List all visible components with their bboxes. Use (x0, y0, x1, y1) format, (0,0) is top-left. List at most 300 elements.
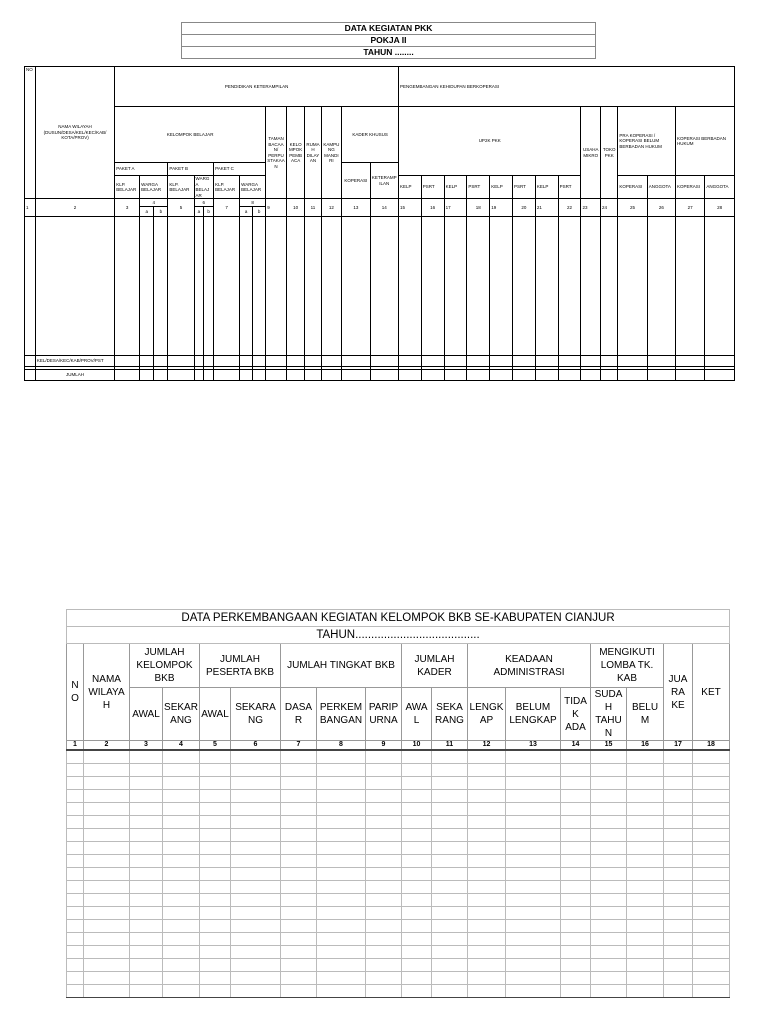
paket-b-header: PAKET B (168, 163, 214, 176)
empty-cell (231, 985, 281, 998)
empty-cell (84, 933, 130, 946)
empty-cell (402, 803, 432, 816)
empty-cell (231, 750, 281, 764)
empty-cell (140, 217, 154, 356)
empty-cell (84, 829, 130, 842)
empty-cell (305, 356, 321, 367)
empty-cell (366, 764, 402, 777)
empty-cell (558, 217, 581, 356)
empty-cell (286, 217, 304, 356)
empty-cell (506, 790, 561, 803)
row-label-kel: KEL/DESA/KEC/KAB/PROV/PST (35, 356, 114, 367)
empty-cell (705, 356, 735, 367)
empty-cell (506, 803, 561, 816)
empty-cell (67, 946, 84, 959)
empty-cell (432, 803, 468, 816)
empty-cell (664, 985, 693, 998)
empty-cell (200, 946, 231, 959)
empty-cell (342, 217, 370, 356)
empty-cell (506, 764, 561, 777)
paket-c-header: PAKET C (214, 163, 266, 176)
empty-cell (693, 790, 730, 803)
table-row (67, 803, 730, 816)
column-number: 10 (402, 741, 432, 751)
dasar-header: DASAR (281, 688, 317, 741)
awal-header: AWAL (200, 688, 231, 741)
empty-cell (163, 868, 200, 881)
num-10: 10 (286, 199, 304, 217)
empty-cell (130, 790, 163, 803)
empty-cell (25, 217, 36, 356)
empty-cell (591, 907, 627, 920)
column-number: 2 (84, 741, 130, 751)
empty-cell (84, 855, 130, 868)
empty-cell (84, 920, 130, 933)
empty-cell (693, 920, 730, 933)
empty-cell (366, 790, 402, 803)
empty-cell (591, 868, 627, 881)
sekarang-header: SEKARANG (163, 688, 200, 741)
empty-cell (561, 803, 591, 816)
empty-cell (67, 972, 84, 985)
empty-cell (591, 816, 627, 829)
empty-cell (130, 816, 163, 829)
empty-cell (561, 985, 591, 998)
utama-psrt: PSRT (513, 176, 536, 199)
empty-cell (693, 907, 730, 920)
mengikuti-lomba-header: MENGIKUTI LOMBA TK. KAB (591, 644, 664, 688)
empty-cell (468, 842, 506, 855)
empty-cell (591, 894, 627, 907)
empty-cell (281, 777, 317, 790)
empty-cell (84, 790, 130, 803)
empty-cell (130, 842, 163, 855)
empty-cell (506, 829, 561, 842)
empty-cell (67, 894, 84, 907)
empty-cell (168, 217, 194, 356)
empty-cell (601, 356, 618, 367)
empty-cell (693, 985, 730, 998)
empty-cell (432, 933, 468, 946)
empty-cell (402, 855, 432, 868)
empty-cell (194, 370, 204, 381)
empty-cell (490, 356, 513, 367)
empty-cell (281, 907, 317, 920)
empty-cell (130, 881, 163, 894)
empty-cell (618, 370, 647, 381)
empty-cell (618, 217, 647, 356)
empty-cell (281, 842, 317, 855)
empty-cell (115, 217, 140, 356)
empty-cell (130, 829, 163, 842)
empty-cell (467, 217, 490, 356)
empty-cell (231, 920, 281, 933)
empty-cell (664, 933, 693, 946)
empty-cell (163, 777, 200, 790)
koperasi-bh-anggota: ANGGOTA (705, 176, 735, 199)
table-row (67, 959, 730, 972)
empty-cell (115, 356, 140, 367)
empty-cell (163, 764, 200, 777)
sub-b: b (204, 207, 214, 217)
empty-cell (664, 816, 693, 829)
empty-cell (398, 356, 421, 367)
empty-cell (432, 894, 468, 907)
empty-cell (231, 764, 281, 777)
empty-cell (231, 881, 281, 894)
empty-cell (627, 946, 664, 959)
doc1-title-line: TAHUN ........ (182, 47, 596, 59)
empty-cell (130, 868, 163, 881)
table-row (67, 816, 730, 829)
empty-cell (421, 370, 444, 381)
empty-cell (432, 790, 468, 803)
empty-cell (506, 933, 561, 946)
empty-cell (647, 217, 675, 356)
col-no-header: NO (25, 67, 36, 199)
empty-cell (693, 777, 730, 790)
empty-cell (513, 370, 536, 381)
pendidikan-keterampilan-header: PENDIDIKAN KETERAMPILAN (115, 67, 399, 107)
empty-cell (402, 881, 432, 894)
empty-cell (281, 750, 317, 764)
empty-cell (627, 933, 664, 946)
empty-cell (468, 881, 506, 894)
empty-cell (317, 855, 366, 868)
empty-cell (506, 959, 561, 972)
empty-cell (266, 356, 287, 367)
empty-cell (581, 217, 601, 356)
empty-cell (200, 868, 231, 881)
table-row (67, 868, 730, 881)
empty-cell (558, 356, 581, 367)
empty-cell (286, 370, 304, 381)
empty-cell (675, 370, 704, 381)
empty-cell (317, 803, 366, 816)
empty-cell (506, 868, 561, 881)
awal-header: AWAL (402, 688, 432, 741)
empty-cell (200, 933, 231, 946)
empty-cell (627, 881, 664, 894)
column-number: 7 (281, 741, 317, 751)
empty-cell (591, 920, 627, 933)
warga-belajar-c: WARGA BELAJAR (240, 176, 266, 199)
empty-cell (200, 764, 231, 777)
empty-cell (468, 764, 506, 777)
empty-cell (370, 370, 398, 381)
pra-koperasi-koperasi: KOPERASI (618, 176, 647, 199)
empty-cell (281, 972, 317, 985)
awal-header: AWAL (130, 688, 163, 741)
empty-cell (321, 217, 342, 356)
table-row (67, 933, 730, 946)
empty-cell (366, 855, 402, 868)
empty-cell (231, 842, 281, 855)
empty-cell (664, 907, 693, 920)
empty-cell (693, 764, 730, 777)
empty-cell (561, 907, 591, 920)
empty-cell (581, 370, 601, 381)
empty-cell (163, 790, 200, 803)
empty-cell (675, 217, 704, 356)
column-number: 9 (366, 741, 402, 751)
empty-cell (130, 750, 163, 764)
empty-cell (317, 946, 366, 959)
empty-cell (402, 946, 432, 959)
col-nama-wilayah-header: NAMA WILAYAH (DUSUN/DESA/KEL/KEC/KAB/ KOTA/PROV) (35, 67, 114, 199)
empty-cell (561, 829, 591, 842)
empty-cell (627, 829, 664, 842)
num-21: 21 (535, 199, 558, 217)
koperasi-header: KOPERASI (342, 163, 370, 199)
sekarang-header: SEKARANG (231, 688, 281, 741)
utama-kelp: KELP (490, 176, 513, 199)
empty-cell (35, 217, 114, 356)
num-19: 19 (490, 199, 513, 217)
empty-cell (693, 868, 730, 881)
num-3: 3 (115, 199, 140, 217)
madya-psrt: PSRT (467, 176, 490, 199)
table-row (67, 907, 730, 920)
empty-cell (231, 803, 281, 816)
empty-cell (281, 985, 317, 998)
empty-cell (214, 356, 240, 367)
empty-cell (200, 959, 231, 972)
empty-cell (130, 894, 163, 907)
empty-cell (25, 356, 36, 367)
paket-a-header: PAKET A (115, 163, 168, 176)
empty-cell (591, 985, 627, 998)
empty-cell (693, 933, 730, 946)
empty-cell (140, 356, 154, 367)
empty-cell (67, 842, 84, 855)
empty-cell (317, 881, 366, 894)
empty-cell (163, 920, 200, 933)
empty-cell (591, 881, 627, 894)
empty-cell (591, 946, 627, 959)
empty-cell (194, 217, 204, 356)
empty-cell (253, 217, 266, 356)
empty-cell (513, 217, 536, 356)
empty-cell (693, 894, 730, 907)
empty-cell (317, 750, 366, 764)
empty-cell (317, 907, 366, 920)
empty-cell (664, 868, 693, 881)
empty-cell (627, 868, 664, 881)
empty-cell (84, 803, 130, 816)
empty-cell (240, 356, 253, 367)
column-number: 14 (561, 741, 591, 751)
empty-cell (231, 907, 281, 920)
empty-cell (67, 881, 84, 894)
mandiri-kelp: KELP (535, 176, 558, 199)
empty-cell (627, 920, 664, 933)
empty-cell (591, 972, 627, 985)
num-13: 13 (342, 199, 370, 217)
empty-cell (366, 777, 402, 790)
empty-cell (693, 750, 730, 764)
empty-cell (231, 894, 281, 907)
juara-header: JUARA KE (664, 644, 693, 741)
empty-cell (67, 855, 84, 868)
empty-cell (366, 972, 402, 985)
table-row (25, 217, 735, 356)
keadaan-administrasi-header: KEADAAN ADMINISTRASI (468, 644, 591, 688)
klp-belajar-b: KLP. BELAJAR (168, 176, 194, 199)
empty-cell (130, 907, 163, 920)
empty-cell (84, 881, 130, 894)
empty-cell (664, 946, 693, 959)
empty-cell (627, 907, 664, 920)
belum-lengkap-header: BELUM LENGKAP (506, 688, 561, 741)
empty-cell (402, 764, 432, 777)
empty-cell (664, 959, 693, 972)
num-12: 12 (321, 199, 342, 217)
column-number: 18 (693, 741, 730, 751)
empty-cell (200, 842, 231, 855)
bkb-table (66, 609, 730, 998)
num-15: 15 (398, 199, 421, 217)
empty-cell (664, 790, 693, 803)
empty-cell (266, 370, 287, 381)
empty-cell (627, 750, 664, 764)
num-27: 27 (675, 199, 704, 217)
klp-belajar-a: KLP. BELAJAR (115, 176, 140, 199)
empty-cell (664, 829, 693, 842)
empty-cell (281, 868, 317, 881)
empty-cell (67, 816, 84, 829)
empty-cell (163, 894, 200, 907)
empty-cell (130, 946, 163, 959)
empty-cell (67, 920, 84, 933)
empty-cell (468, 959, 506, 972)
empty-cell (402, 829, 432, 842)
empty-cell (506, 985, 561, 998)
empty-cell (421, 356, 444, 367)
empty-cell (140, 370, 154, 381)
empty-cell (627, 777, 664, 790)
empty-cell (130, 959, 163, 972)
empty-cell (664, 894, 693, 907)
kampung-mandiri-header: KAMPUNG MANDIRI (321, 107, 342, 199)
empty-cell (317, 985, 366, 998)
empty-cell (591, 790, 627, 803)
empty-cell (432, 920, 468, 933)
num-25: 25 (618, 199, 647, 217)
doc1-title-box (181, 22, 596, 59)
empty-cell (693, 816, 730, 829)
kelompok-pembaca-header: KELOMPOK PEMBACA (286, 107, 304, 199)
column-number: 17 (664, 741, 693, 751)
empty-cell (366, 803, 402, 816)
empty-cell (84, 985, 130, 998)
row-label-jumlah: JUMLAH (35, 370, 114, 381)
empty-cell (130, 933, 163, 946)
empty-cell (693, 972, 730, 985)
empty-cell (561, 959, 591, 972)
empty-cell (281, 933, 317, 946)
empty-cell (432, 816, 468, 829)
empty-cell (468, 803, 506, 816)
empty-cell (558, 370, 581, 381)
warga-belajar-b: WARGA BELAJAR (194, 176, 214, 199)
empty-cell (163, 803, 200, 816)
table-row (67, 790, 730, 803)
empty-cell (444, 217, 467, 356)
empty-cell (402, 777, 432, 790)
empty-cell (468, 894, 506, 907)
empty-cell (84, 777, 130, 790)
empty-cell (253, 370, 266, 381)
table-row (67, 881, 730, 894)
empty-cell (468, 777, 506, 790)
empty-cell (432, 959, 468, 972)
col-no-header: NO (67, 644, 84, 741)
column-number: 1 (67, 741, 84, 751)
empty-cell (200, 972, 231, 985)
empty-cell (468, 868, 506, 881)
empty-cell (281, 829, 317, 842)
col-nama-wilayah-header: NAMA WILAYAH (84, 644, 130, 741)
empty-cell (130, 803, 163, 816)
empty-cell (281, 946, 317, 959)
empty-cell (366, 933, 402, 946)
empty-cell (240, 217, 253, 356)
pengembangan-koperasi-header: PENGEMBANGAN KEHIDUPAN BERKOPERASI (398, 67, 734, 107)
empty-cell (366, 868, 402, 881)
empty-cell (591, 933, 627, 946)
empty-cell (281, 790, 317, 803)
empty-cell (130, 972, 163, 985)
doc2-title: DATA PERKEMBANGAAN KEGIATAN KELOMPOK BKB SE-KABUPATEN CIANJUR (67, 610, 730, 627)
sudah-tahun-header: SUDAH TAHUN (591, 688, 627, 741)
empty-cell (366, 816, 402, 829)
up2k-header: UP2K PKK (398, 107, 581, 176)
empty-cell (366, 881, 402, 894)
empty-cell (342, 370, 370, 381)
empty-cell (130, 985, 163, 998)
empty-cell (398, 217, 421, 356)
empty-cell (561, 920, 591, 933)
empty-cell (468, 907, 506, 920)
empty-cell (67, 777, 84, 790)
empty-cell (468, 750, 506, 764)
empty-cell (591, 764, 627, 777)
pkk-pokja-table (24, 66, 735, 381)
sekarang-header: SEKARANG (432, 688, 468, 741)
num-26: 26 (647, 199, 675, 217)
empty-cell (561, 933, 591, 946)
empty-cell (163, 750, 200, 764)
empty-cell (468, 920, 506, 933)
empty-cell (317, 790, 366, 803)
empty-cell (253, 356, 266, 367)
empty-cell (84, 764, 130, 777)
empty-cell (591, 829, 627, 842)
belum-header: BELUM (627, 688, 664, 741)
pemula-psrt: PSRT (421, 176, 444, 199)
empty-cell (154, 217, 168, 356)
empty-cell (601, 370, 618, 381)
empty-cell (84, 972, 130, 985)
pemula-kelp: KELP (398, 176, 421, 199)
empty-cell (214, 217, 240, 356)
empty-cell (67, 868, 84, 881)
empty-cell (317, 959, 366, 972)
paripurna-header: PARIPURNA (366, 688, 402, 741)
empty-cell (468, 790, 506, 803)
empty-cell (561, 816, 591, 829)
